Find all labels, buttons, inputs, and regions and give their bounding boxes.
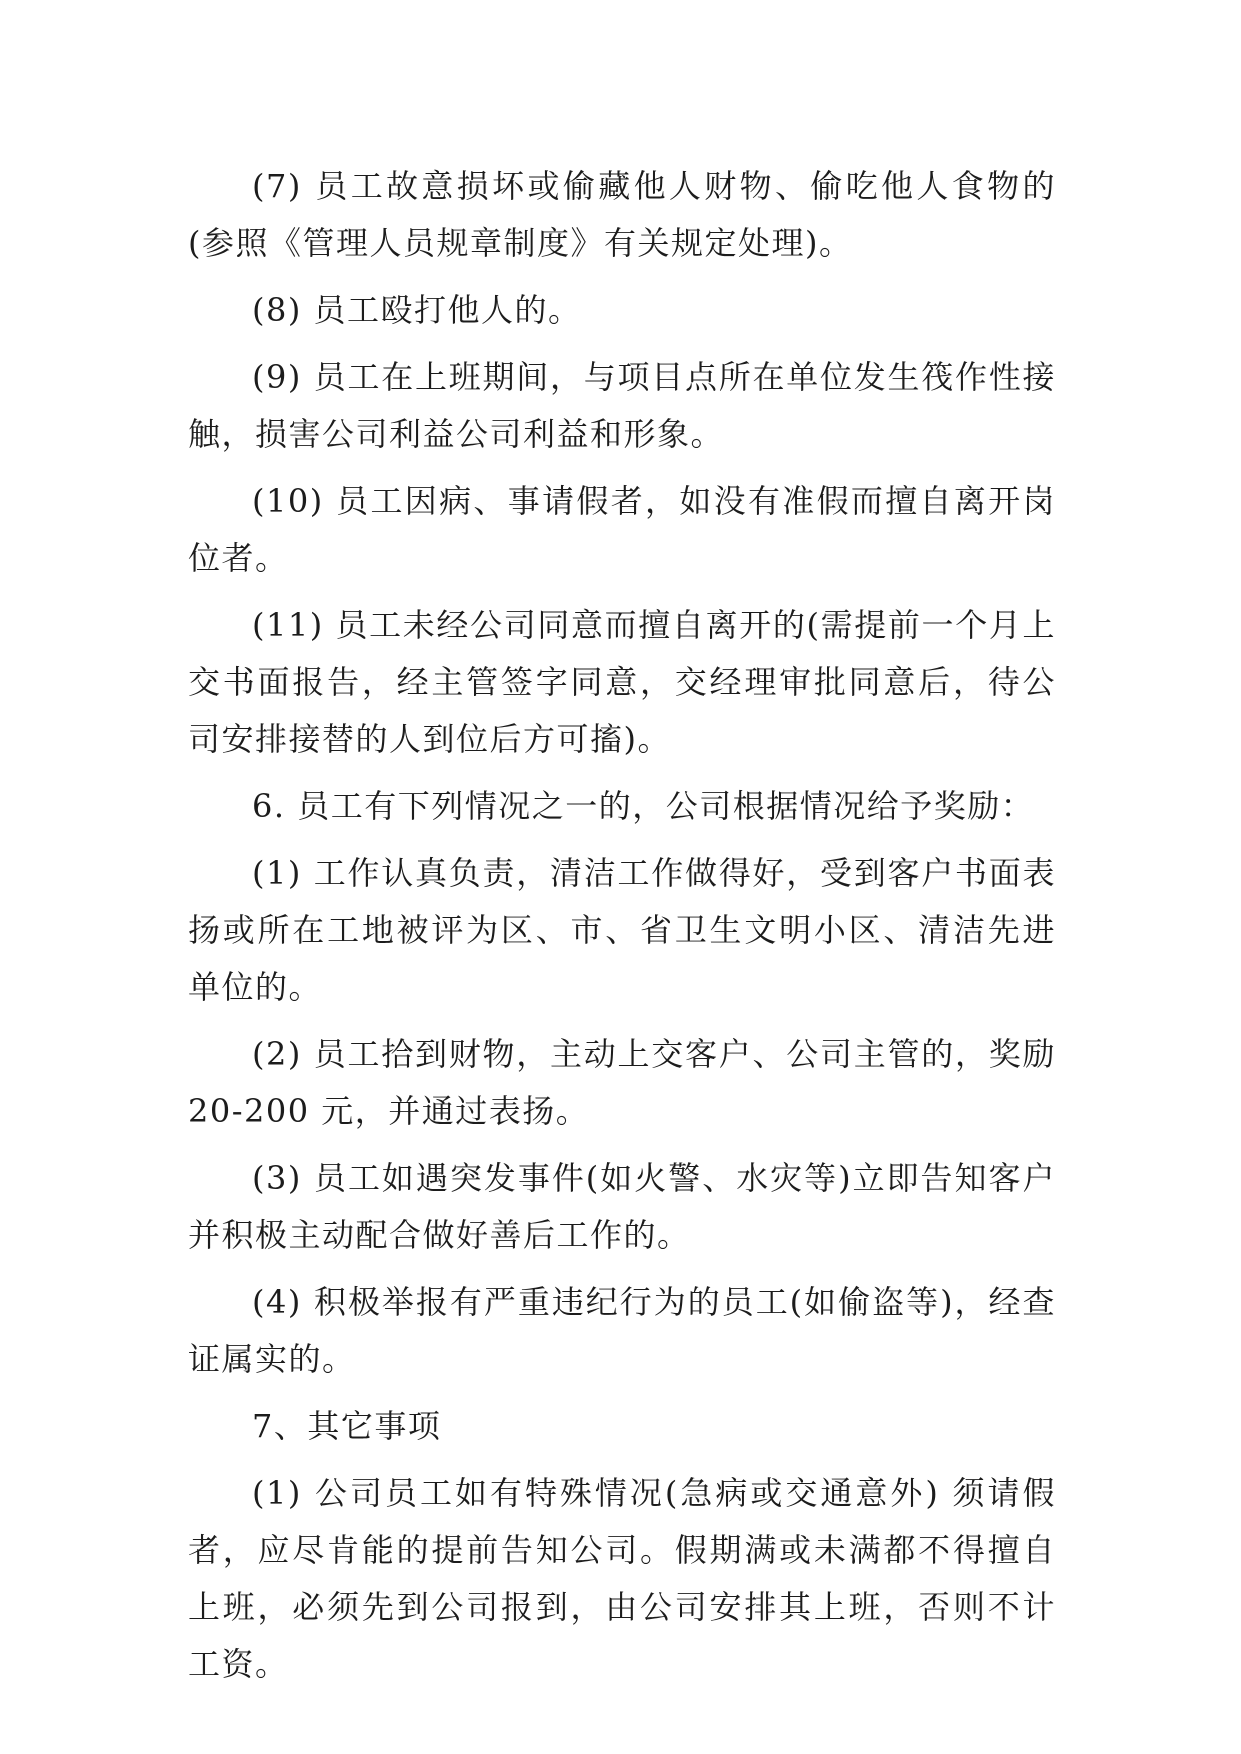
section-heading-7-other: 7、其它事项 bbox=[252, 1407, 442, 1445]
document-page bbox=[188, 158, 1056, 1703]
paragraph-item-7-damage-property: (7) 员工故意损坏或偷藏他人财物、偷吃他人食物的(参照《管理人员规章制度》有关规定处理)。 bbox=[188, 167, 1056, 262]
paragraph-reward-1: (1) 工作认真负责，清洁工作做得好，受到客户书面表扬或所在工地被评为区、市、省卫生文明小区、清洁先进单位的。 bbox=[188, 854, 1056, 1006]
paragraph-item-8-assault: (8) 员工殴打他人的。 bbox=[252, 291, 582, 329]
paragraph-item-9-contact: (9) 员工在上班期间，与项目点所在单位发生筏作性接触，损害公司利益公司利益和形象。 bbox=[188, 358, 1056, 453]
paragraph-reward-4: (4) 积极举报有严重违纪行为的员工(如偷盗等)，经查证属实的。 bbox=[188, 1283, 1056, 1378]
paragraph-item-10-leave: (10) 员工因病、事请假者，如没有准假而擅自离开岗位者。 bbox=[188, 482, 1056, 577]
paragraph-reward-2: (2) 员工拾到财物，主动上交客户、公司主管的，奖励20-200 元，并通过表扬。 bbox=[188, 1035, 1056, 1130]
paragraph-reward-3: (3) 员工如遇突发事件(如火警、水灾等)立即告知客户并积极主动配合做好善后工作的。 bbox=[188, 1159, 1056, 1254]
paragraph-item-11-resign: (11) 员工未经公司同意而擅自离开的(需提前一个月上交书面报告，经主管签字同意，交经理审批同意后，待公司安排接替的人到位后方可搐)。 bbox=[188, 606, 1056, 758]
section-heading-6-rewards: 6. 员工有下列情况之一的，公司根据情况给予奖励： bbox=[252, 787, 1035, 825]
paragraph-other-1: (1) 公司员工如有特殊情况(急病或交通意外) 须请假者，应尽肯能的提前告知公司。假期满或未满都不得擅自上班，必须先到公司报到，由公司安排其上班，否则不计工资。 bbox=[188, 1474, 1056, 1683]
